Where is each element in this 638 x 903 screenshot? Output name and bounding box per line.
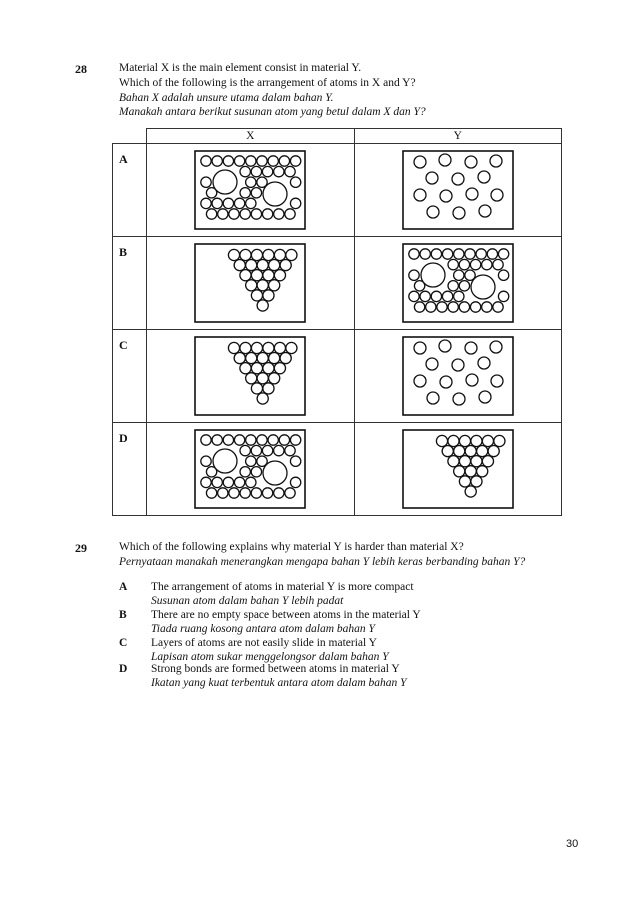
atom-circle <box>491 375 503 387</box>
atom-circle <box>263 209 273 219</box>
atom-circle <box>448 281 458 291</box>
atom-circle <box>285 488 295 498</box>
atom-circle <box>481 259 491 269</box>
atom-circle <box>478 171 490 183</box>
atom-arrangement-diagram <box>192 241 308 325</box>
option-a-text: The arrangement of atoms in material Y is more compact <box>151 581 414 593</box>
option-c-text: Layers of atoms are not easily slide in material Y <box>151 637 377 649</box>
atom-circle <box>459 281 469 291</box>
atom-circle <box>420 291 430 301</box>
atom-circle <box>439 340 451 352</box>
atom-circle <box>246 198 256 208</box>
atom-circle <box>493 259 503 269</box>
column-header-x: X <box>147 129 355 144</box>
row-label-b: B <box>113 237 147 330</box>
atom-circle <box>488 446 499 457</box>
atom-circle <box>459 476 470 487</box>
atom-circle <box>409 291 419 301</box>
atom-circle <box>459 456 470 467</box>
atom-circle <box>439 154 451 166</box>
atom-circle <box>263 342 274 353</box>
atom-circle <box>453 270 463 280</box>
atom-circle <box>431 249 441 259</box>
atom-circle <box>240 249 251 260</box>
atom-circle <box>201 198 211 208</box>
atom-circle <box>229 342 240 353</box>
atom-circle <box>494 435 505 446</box>
question-28-number: 28 <box>75 62 87 76</box>
atom-circle <box>240 166 250 176</box>
atom-circle <box>251 488 261 498</box>
atom-circle <box>479 205 491 217</box>
atom-circle <box>453 446 464 457</box>
atom-circle <box>414 156 426 168</box>
atom-circle <box>201 156 211 166</box>
atom-circle <box>269 260 280 271</box>
option-a-y-diagram <box>354 144 562 237</box>
atom-circle <box>269 373 280 384</box>
atom-circle <box>409 270 419 280</box>
option-d-text-ms: Ikatan yang kuat terbentuk antara atom dalam bahan Y <box>151 677 407 689</box>
atom-circle <box>246 435 256 445</box>
atom-circle <box>498 270 508 280</box>
atom-circle <box>279 435 289 445</box>
header-blank <box>113 129 147 144</box>
atom-circle <box>436 435 447 446</box>
option-b-text: There are no empty space between atoms in the material Y <box>151 609 421 621</box>
atom-circle <box>251 166 261 176</box>
atom-circle <box>448 302 458 312</box>
atom-circle <box>274 209 284 219</box>
atom-circle <box>465 156 477 168</box>
atom-circle <box>207 209 217 219</box>
atom-circle <box>476 466 487 477</box>
atom-arrangement-diagram <box>400 148 516 232</box>
atom-circle <box>223 198 233 208</box>
atom-circle <box>280 353 291 364</box>
atom-circle <box>252 270 263 281</box>
row-label-c: C <box>113 330 147 423</box>
option-d-x-diagram <box>147 423 355 516</box>
atom-circle <box>285 166 295 176</box>
atom-circle <box>223 435 233 445</box>
atom-circle <box>453 393 465 405</box>
option-d-y-diagram <box>354 423 562 516</box>
atom-arrangement-diagram <box>400 427 516 511</box>
option-a-x-diagram <box>147 144 355 237</box>
option-a-letter: A <box>119 581 128 593</box>
atom-circle <box>240 209 250 219</box>
option-b-text-ms: Tiada ruang kosong antara atom dalam bahan Y <box>151 623 375 635</box>
atom-circle <box>459 435 470 446</box>
atom-circle <box>212 435 222 445</box>
atom-circle <box>235 198 245 208</box>
atom-circle <box>246 280 257 291</box>
atom-circle <box>223 477 233 487</box>
atom-circle <box>465 249 475 259</box>
atom-arrangement-diagram <box>192 334 308 418</box>
atom-circle <box>491 189 503 201</box>
atom-circle <box>465 466 476 477</box>
option-c-text-ms: Lapisan atom sukar menggelongsor dalam bahan Y <box>151 651 389 663</box>
atom-circle <box>493 302 503 312</box>
atom-circle <box>466 374 478 386</box>
atom-circle <box>240 488 250 498</box>
atom-circle <box>263 488 273 498</box>
atom-circle <box>263 290 274 301</box>
atom-arrangement-diagram <box>192 427 308 511</box>
atom-circle <box>257 373 268 384</box>
q28-stem-line-2: Which of the following is the arrangement of atoms in X and Y? <box>119 77 416 89</box>
atom-circle <box>246 373 257 384</box>
atom-circle <box>427 392 439 404</box>
atom-circle <box>235 477 245 487</box>
atom-circle <box>426 358 438 370</box>
atom-circle <box>213 449 237 473</box>
q28-stem-line-3: Bahan X adalah unsure utama dalam bahan Y. <box>119 92 334 104</box>
atom-circle <box>431 291 441 301</box>
atom-circle <box>229 209 239 219</box>
atom-circle <box>201 456 211 466</box>
atom-circle <box>246 353 257 364</box>
table-row <box>113 423 562 516</box>
option-c-y-diagram <box>354 330 562 423</box>
atom-circle <box>251 188 261 198</box>
atom-circle <box>240 342 251 353</box>
atom-circle <box>246 156 256 166</box>
atom-circle <box>229 249 240 260</box>
atom-circle <box>229 488 239 498</box>
atom-circle <box>452 173 464 185</box>
atom-circle <box>448 456 459 467</box>
atom-circle <box>275 363 286 374</box>
option-b-y-diagram <box>354 237 562 330</box>
atom-circle <box>212 156 222 166</box>
q29-stem-ms: Pernyataan manakah menerangkan mengapa bahan Y lebih keras berbanding bahan Y? <box>119 556 526 568</box>
atom-circle <box>286 342 297 353</box>
q28-options-table <box>112 128 562 516</box>
row-label-a: A <box>113 144 147 237</box>
atom-circle <box>476 249 486 259</box>
page-number: 30 <box>566 838 579 850</box>
atom-circle <box>285 445 295 455</box>
atom-circle <box>263 182 287 206</box>
atom-circle <box>252 249 263 260</box>
atom-circle <box>285 209 295 219</box>
atom-arrangement-diagram <box>400 241 516 325</box>
question-29-number: 29 <box>75 541 87 555</box>
atom-circle <box>482 435 493 446</box>
atom-circle <box>440 190 452 202</box>
atom-circle <box>291 435 301 445</box>
atom-circle <box>414 302 424 312</box>
column-header-y: Y <box>354 129 562 144</box>
atom-circle <box>453 466 464 477</box>
atom-circle <box>263 166 273 176</box>
atom-circle <box>274 166 284 176</box>
atom-circle <box>257 353 268 364</box>
atom-circle <box>414 375 426 387</box>
atom-circle <box>291 156 301 166</box>
atom-circle <box>482 456 493 467</box>
atom-circle <box>479 391 491 403</box>
atom-circle <box>212 198 222 208</box>
atom-circle <box>223 156 233 166</box>
atom-circle <box>246 477 256 487</box>
atom-circle <box>426 172 438 184</box>
atom-circle <box>235 435 245 445</box>
atom-circle <box>478 357 490 369</box>
atom-circle <box>280 260 291 271</box>
atom-circle <box>257 280 268 291</box>
atom-circle <box>470 302 480 312</box>
atom-circle <box>465 486 476 497</box>
atom-circle <box>420 249 430 259</box>
atom-circle <box>274 445 284 455</box>
atom-circle <box>275 270 286 281</box>
atom-circle <box>279 156 289 166</box>
atom-circle <box>263 270 274 281</box>
atom-circle <box>470 259 480 269</box>
atom-circle <box>268 156 278 166</box>
table-row <box>113 330 562 423</box>
atom-circle <box>235 156 245 166</box>
atom-circle <box>471 435 482 446</box>
atom-circle <box>459 302 469 312</box>
atom-circle <box>201 477 211 487</box>
atom-circle <box>201 435 211 445</box>
atom-arrangement-diagram <box>192 148 308 232</box>
atom-circle <box>263 363 274 374</box>
option-b-letter: B <box>119 609 127 621</box>
atom-circle <box>498 249 508 259</box>
atom-circle <box>234 260 245 271</box>
option-a-text-ms: Susunan atom dalam bahan Y lebih padat <box>151 595 344 607</box>
atom-circle <box>263 445 273 455</box>
atom-circle <box>257 260 268 271</box>
option-b-x-diagram <box>147 237 355 330</box>
atom-circle <box>218 209 228 219</box>
atom-circle <box>487 249 497 259</box>
row-label-d: D <box>113 423 147 516</box>
atom-circle <box>448 259 458 269</box>
atom-circle <box>251 467 261 477</box>
table-row <box>113 144 562 237</box>
atom-circle <box>476 446 487 457</box>
atom-circle <box>251 445 261 455</box>
atom-circle <box>466 188 478 200</box>
atom-circle <box>465 446 476 457</box>
atom-circle <box>442 249 452 259</box>
atom-circle <box>234 353 245 364</box>
atom-circle <box>275 342 286 353</box>
atom-circle <box>453 249 463 259</box>
atom-circle <box>252 342 263 353</box>
atom-circle <box>263 249 274 260</box>
atom-circle <box>291 456 301 466</box>
atom-circle <box>240 188 250 198</box>
atom-circle <box>425 302 435 312</box>
atom-circle <box>257 156 267 166</box>
atom-circle <box>490 341 502 353</box>
atom-circle <box>257 393 268 404</box>
atom-circle <box>291 477 301 487</box>
atom-circle <box>286 249 297 260</box>
option-d-letter: D <box>119 663 128 675</box>
atom-circle <box>490 155 502 167</box>
atom-arrangement-diagram <box>400 334 516 418</box>
atom-circle <box>471 275 495 299</box>
atom-circle <box>252 363 263 374</box>
atom-circle <box>246 260 257 271</box>
atom-circle <box>257 300 268 311</box>
atom-circle <box>212 477 222 487</box>
atom-circle <box>201 177 211 187</box>
atom-circle <box>251 209 261 219</box>
atom-circle <box>207 488 217 498</box>
atom-circle <box>421 263 445 287</box>
atom-circle <box>409 249 419 259</box>
q29-stem: Which of the following explains why material Y is harder than material X? <box>119 541 464 553</box>
atom-circle <box>414 342 426 354</box>
atom-circle <box>274 488 284 498</box>
atom-circle <box>263 461 287 485</box>
atom-circle <box>448 435 459 446</box>
atom-circle <box>246 177 256 187</box>
table-row <box>113 237 562 330</box>
atom-circle <box>459 259 469 269</box>
atom-circle <box>252 383 263 394</box>
atom-circle <box>240 467 250 477</box>
atom-circle <box>442 291 452 301</box>
atom-circle <box>213 170 237 194</box>
atom-circle <box>275 249 286 260</box>
atom-circle <box>269 353 280 364</box>
atom-circle <box>452 359 464 371</box>
atom-circle <box>269 280 280 291</box>
option-d-text: Strong bonds are formed between atoms in material Y <box>151 663 400 675</box>
atom-circle <box>471 456 482 467</box>
atom-circle <box>453 207 465 219</box>
option-c-letter: C <box>119 637 128 649</box>
atom-circle <box>240 270 251 281</box>
atom-circle <box>498 291 508 301</box>
atom-circle <box>414 189 426 201</box>
table-header-row <box>113 129 562 144</box>
atom-circle <box>291 177 301 187</box>
atom-circle <box>263 383 274 394</box>
atom-circle <box>240 363 251 374</box>
atom-circle <box>440 376 452 388</box>
atom-circle <box>252 290 263 301</box>
atom-circle <box>240 445 250 455</box>
atom-circle <box>481 302 491 312</box>
option-c-x-diagram <box>147 330 355 423</box>
atom-circle <box>465 342 477 354</box>
atom-circle <box>268 435 278 445</box>
atom-circle <box>246 456 256 466</box>
atom-circle <box>453 291 463 301</box>
atom-circle <box>437 302 447 312</box>
atom-circle <box>291 198 301 208</box>
atom-circle <box>218 488 228 498</box>
q28-stem-line-1: Material X is the main element consist in material Y. <box>119 62 362 74</box>
atom-circle <box>471 476 482 487</box>
q28-stem-line-4: Manakah antara berikut susunan atom yang betul dalam X dan Y? <box>119 106 426 118</box>
atom-circle <box>442 446 453 457</box>
atom-circle <box>257 435 267 445</box>
atom-circle <box>427 206 439 218</box>
